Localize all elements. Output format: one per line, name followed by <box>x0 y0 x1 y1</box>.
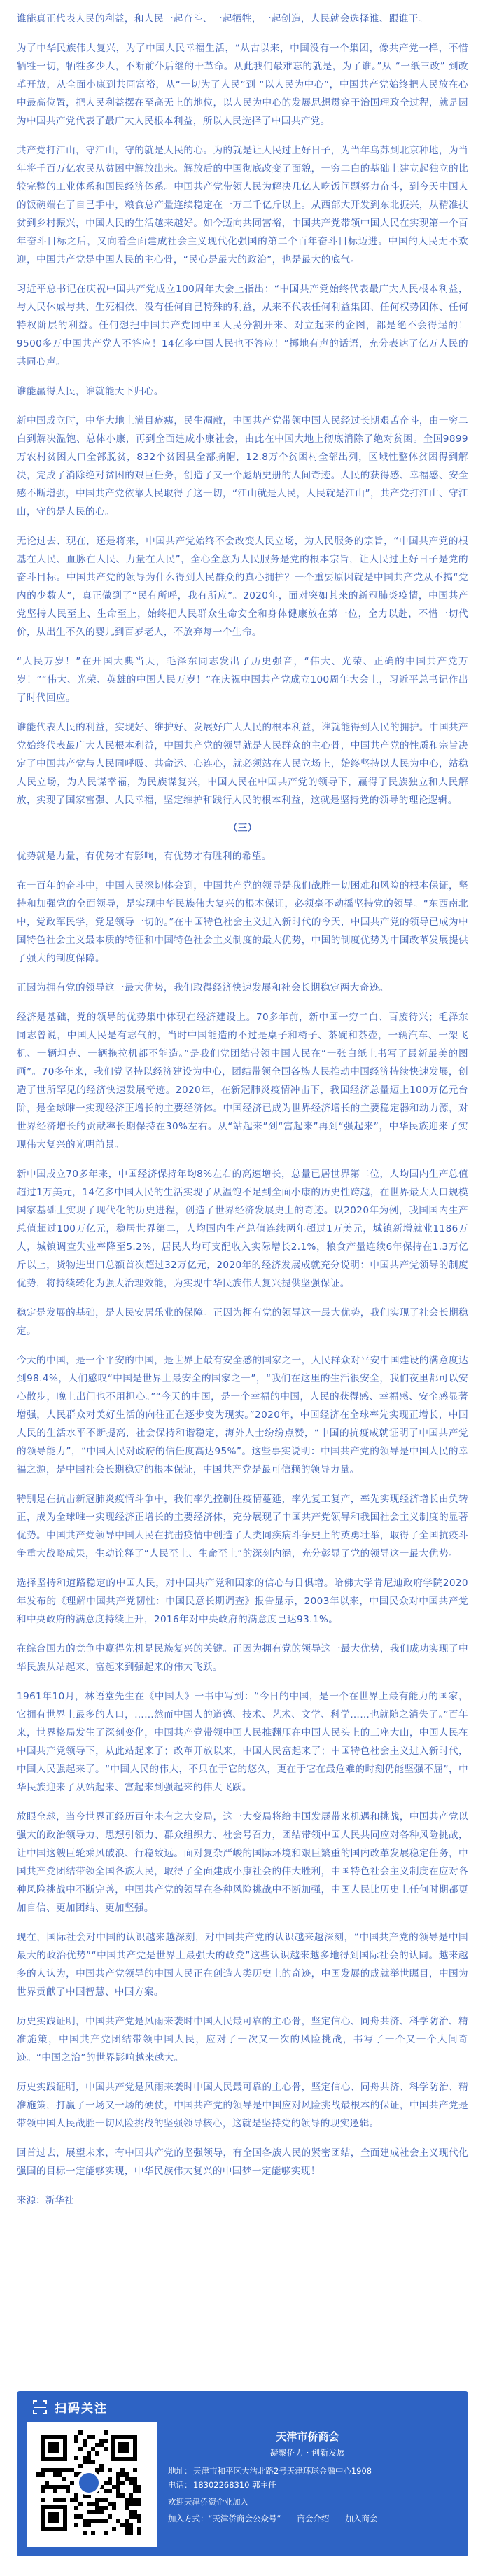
address-label: 地址： <box>168 2466 192 2476</box>
scan-icon <box>32 2400 48 2415</box>
source-line: 来源：新华社 <box>17 2195 74 2206</box>
paragraph: 无论过去、现在，还是将来，中国共产党始终不会改变人民立场，为人民服务的宗旨，“中国共产党的根基在人民、血脉在人民、力量在人民”，全心全意为人民服务是党的根本宗旨，让人民过上好日子是党的奋斗目标。中国共产党的领导为什么得到人民群众的真心拥护？一个重要原因就是中国共产党从不搞“党内的少数人”，真正做到了“民有所呼，我有所应”。2020年，面对突如其来的新冠肺炎疫情，中国共产党坚持人民至上、生命至上，始终把人民群众生命安全和身体健康放在第一位，全力以赴，不惜一切代价，从出生不久的婴儿到百岁老人，不放弃每一个生命。 <box>17 536 468 638</box>
phone-value: 18302268310 郭主任 <box>193 2480 276 2490</box>
paragraph: 习近平总书记在庆祝中国共产党成立100周年大会上指出：“中国共产党始终代表最广大人民根本利益，与人民休戚与共、生死相依，没有任何自己特殊的利益，从来不代表任何利益集团、任何权势团体、任何特权阶层的利益。任何想把中国共产党同中国人民分割开来、对立起来的企图，都是绝不会得逞的！9500多万中国共产党人不答应！14亿多中国人民也不答应！”掷地有声的话语，充分表达了亿万人民的共同心声。 <box>17 284 468 368</box>
paragraph: 现在，国际社会对中国的认识越来越深刻，对中国共产党的认识越来越深刻，“中国共产党的领导是中国最大的政治优势”“中国共产党是世界上最强大的政党”这些认识越来越多地得到国际社会的认同。越来越多的人认为，中国共产党领导的中国人民正在创造人类历史上的奇迹，中国发展的成就举世瞩目，中国为世界贡献了中国智慧、中国方案。 <box>17 1932 468 1998</box>
follow-card-inner <box>27 2422 458 2547</box>
paragraph: 历史实践证明，中国共产党是风雨来袭时中国人民最可靠的主心骨，坚定信心、同舟共济、科学防治、精准施策，中国共产党团结带领中国人民，应对了一次又一次的风险挑战，书写了一个又一个人间奇迹。“中国之治”的世界影响越来越大。 <box>17 2016 468 2063</box>
address-row <box>168 2464 447 2478</box>
paragraph: 新中国成立时，中华大地上满目疮痍，民生凋敝，中国共产党带领中国人民经过长期艰苦奋斗，由一穷二白到解决温饱、总体小康，再到全面建成小康社会，由此在中国大地上彻底消除了绝对贫困。全国9899万农村贫困人口全部脱贫，832个贫困县全部摘帽，12.8万个贫困村全部出列，区域性整体贫困得到解决，完成了消除绝对贫困的艰巨任务，创造了又一个彪炳史册的人间奇迹。人民的获得感、幸福感、安全感不断增强，中国共产党依靠人民取得了这一切，“江山就是人民，人民就是江山”，共产党打江山、守江山，守的是人民的心。 <box>17 415 468 517</box>
join-label: 加入方式： <box>168 2514 209 2523</box>
paragraph: 1961年10月，林语堂先生在《中国人》一书中写到：“今日的中国，是一个在世界上最有能力的国家，它拥有世界上最多的人口，……然而中国人的道德、技术、艺术、文学、科学……也就随之消失了。”百年来，世界格局发生了深刻变化，中国共产党带领中国人民推翻压在中国人民头上的三座大山，中国人民在中国共产党领导下，从此站起来了；改革开放以来，中国人民富起来了；中国特色社会主义进入新时代，中国人民强起来了。“中国人民的伟大，不只在于它的悠久，更在于它在最危难的时刻仍能坚强不屈”，中华民族迎来了从站起来、富起来到强起来的伟大飞跃。 <box>17 1691 468 1793</box>
paragraph: 经济是基础，党的领导的优势集中体现在经济建设上。70多年前，新中国一穷二白、百废待兴；毛泽东同志曾说，中国人民是有志气的，当时中国能造的不过是桌子和椅子、茶碗和茶壶，一辆汽车、一架飞机、一辆坦克、一辆拖拉机都不能造。”是我们党团结带领中国人民在“一张白纸上书写了最新最美的图画”。70多年来，我们党坚持以经济建设为中心，团结带领全国各族人民推动中国经济持续快速发展，创造了世所罕见的经济快速发展奇迹。2020年，在新冠肺炎疫情冲击下，我国经济总量迈上100万亿元台阶，是全球唯一实现经济正增长的主要经济体。中国经济已成为世界经济增长的主要稳定器和动力源，对世界经济增长的贡献率长期保持在30%左右。从“站起来”到“富起来”再到“强起来”，中华民族迎来了实现伟大复兴的光明前景。 <box>17 1012 468 1150</box>
paragraph: 谁能代表人民的利益，实现好、维护好、发展好广大人民的根本利益，谁就能得到人民的拥护。中国共产党始终代表最广大人民根本利益，中国共产党的领导就是人民群众的主心骨，中国共产党的性质和宗旨决定了中国共产党与人民同呼吸、共命运、心连心，就必须站在人民立场上，始终坚持以人民为中心，站稳人民立场，为人民谋幸福，为民族谋复兴，中国人民在中国共产党的领导下，赢得了民族独立和人民解放，实现了国家富强、人民幸福，坚定维护和践行人民的根本利益，这就是坚持党的领导的理论逻辑。 <box>17 722 468 806</box>
org-slogan: 凝聚侨力 · 创新发展 <box>269 2448 346 2458</box>
paragraph: 优势就是力量，有优势才有影响，有优势才有胜利的希望。 <box>17 851 272 862</box>
phone-row <box>168 2478 447 2492</box>
phone-label: 电话： <box>168 2480 192 2490</box>
qr-code-icon[interactable] <box>36 2430 141 2535</box>
paragraph: 正因为拥有党的领导这一最大优势，我们取得经济快速发展和社会长期稳定两大奇迹。 <box>17 982 389 994</box>
paragraph: 新中国成立70多年来，中国经济保持年均8%左右的高速增长，总量已居世界第二位，人均国内生产总值超过1万美元，14亿多中国人民的生活实现了从温饱不足到全面小康的历史性跨越，在世界最大人口规模国家基础上实现了现代化的历史进程，创造了世界经济发展史上的奇迹。以2020年为例，我国国内生产总值超过100万亿元，稳居世界第二，人均国内生产总值连续两年超过1万美元，城镇新增就业1186万人，城镇调查失业率降至5.2%，居民人均可支配收入实际增长2.1%，粮食产量连续6年保持在1.3万亿斤以上，货物进出口总额首次超过32万亿元，2020年的经济发展成就充分说明：中国共产党领导的制度优势，将持续转化为强大治理效能，为实现中华民族伟大复兴提供坚强保证。 <box>17 1169 468 1289</box>
paragraph: 共产党打江山，守江山，守的就是人民的心。为的就是让人民过上好日子，为当年乌苏到北京种地，为当年将千百万亿农民从贫困中解放出来。解放后的中国彻底改变了面貌，一穷二白的基础上建立起独立的比较完整的工业体系和国民经济体系。中国共产党带领人民为解决几亿人吃饭问题努力奋斗，到今天中国人的饭碗端在了自己手中，粮食总产量连续稳定在一万三千亿斤以上。从西部大开发到东北振兴，从精准扶贫到乡村振兴，中国人民的生活越来越好。如今迈向共同富裕，中国共产党带领中国人民在实现第一个百年奋斗目标之后，又向着全面建成社会主义现代化强国的第二个百年奋斗目标迈进。中国的人民无不欢迎，中国共产党是中国人民的主心骨，“民心是最大的政治”，也是最大的底气。 <box>17 145 468 265</box>
paragraph: 选择坚持和道路稳定的中国人民，对中国共产党和国家的信心与日俱增。哈佛大学肯尼迪政府学院2020年发布的《理解中国共产党韧性：中国民意长期调查》报告显示，2003年以来，中国民众对中国共产党和中央政府的满意度持续上升，2016年对中央政府的满意度已达93.1%。 <box>17 1578 468 1625</box>
paragraph: 为了中华民族伟大复兴，为了中国人民幸福生活，“从古以来，中国没有一个集团，像共产党一样，不惜牺牲一切，牺牲多少人，不断前仆后继的干革命。从此我们最难忘的就是，为了谁。”从 “一纸三改” 到改革开放，从全面小康到共同富裕，从“一切为了人民”到 “以人民为中心”，中国共产党始终把人民放在心中最高位置，把人民利益摆在至高无上的地位，以人民为中心的发展思想贯穿于治国理政全过程，就是因为中国共产党代表了最广大人民根本利益，所以人民选择了中国共产党。 <box>17 43 468 127</box>
paragraph: 今天的中国，是一个平安的中国，是世界上最有安全感的国家之一，人民群众对平安中国建设的满意度达到98.4%，人们感叹“中国是世界上最安全的国家之一”，“我们在这里的生活很安全，我们夜里都可以安心散步，晚上出门也不用担心。”“今天的中国，是一个幸福的中国，人民的获得感、幸福感、安全感显著增强，人民群众对美好生活的向往正在逐步变为现实。”2020年，中国经济在全球率先实现正增长，中国人民的生活水平不断提高，社会保持和谐稳定，海外人士纷纷点赞，“中国的抗疫成就证明了中国共产党的领导能力”，“中国人民对政府的信任度高达95%”。这些事实说明：中国共产党的领导是中国人民的幸福之源，是中国社会长期稳定的根本保证，中国共产党是最可信赖的领导力量。 <box>17 1355 468 1475</box>
paragraph: 谁能真正代表人民的利益，和人民一起奋斗、一起牺牲，一起创造，人民就会选择谁、跟谁干。 <box>17 13 428 25</box>
paragraph: “人民万岁！”在开国大典当天，毛泽东同志发出了历史强音，“伟大、光荣、正确的中国共产党万岁！”“伟大、光荣、英雄的中国人民万岁！”在庆祝中国共产党成立100周年大会上，习近平总书记作出了时代回应。 <box>17 656 468 704</box>
paragraph: 在综合国力的竞争中赢得先机是民族复兴的关键。正因为拥有党的领导这一最大优势，我们成功实现了中华民族从站起来、富起来到强起来的伟大飞跃。 <box>17 1643 468 1673</box>
paragraph: 谁能赢得人民，谁就能天下归心。 <box>17 386 164 397</box>
scan-title: 扫码关注 <box>55 2402 108 2416</box>
join-method <box>168 2512 447 2526</box>
paragraph: 回首过去，展望未来，有中国共产党的坚强领导，有全国各族人民的紧密团结，全面建成社会主义现代化强国的目标一定能够实现，中华民族伟大复兴的中国梦一定能够实现！ <box>17 2147 468 2177</box>
paragraph: 放眼全球，当今世界正经历百年未有之大变局，这一大变局将给中国发展带来机遇和挑战，中国共产党以强大的政治领导力、思想引领力、群众组织力、社会号召力，团结带领中国人民共同应对各种风险挑战，让中国这艘巨轮乘风破浪、行稳致远。面对复杂严峻的国际环境和艰巨繁重的国内改革发展稳定任务，中国共产党团结带领全国各族人民，取得了全面建成小康社会的伟大胜利，中国特色社会主义制度在应对各种风险挑战中不断完善，中国共产党的领导在各种风险挑战中不断加强，中国人民比历史上任何时期都更加自信、更加团结、更加坚强。 <box>17 1811 468 1914</box>
org-name: 天津市侨商会 <box>276 2430 339 2443</box>
paragraph: 特别是在抗击新冠肺炎疫情斗争中，我们率先控制住疫情蔓延，率先复工复产，率先实现经济增长由负转正，成为全球唯一实现经济正增长的主要经济体，充分展现了中国共产党领导和我国社会主义制度的显著优势。中国共产党领导中国人民在抗击疫情中创造了人类同疾病斗争史上的英勇壮举，取得了全国抗疫斗争重大战略成果，生动诠释了“人民至上、生命至上”的深刻内涵，充分彰显了党的领导这一最大优势。 <box>17 1494 468 1559</box>
follow-card <box>17 2391 468 2556</box>
paragraph: 稳定是发展的基础，是人民安居乐业的保障。正因为拥有党的领导这一最大优势，我们实现了社会长期稳定。 <box>17 1307 468 1337</box>
section-heading: （三） <box>227 823 258 834</box>
join-value: “天津侨商会公众号”——商会介绍——加入商会 <box>208 2514 378 2523</box>
address-value: 天津市和平区大沽北路2号天津环球金融中心1908 <box>193 2466 372 2476</box>
paragraph: 历史实践证明，中国共产党是风雨来袭时中国人民最可靠的主心骨，坚定信心、同舟共济、科学防治、精准施策，打赢了一场又一场的硬仗，中国共产党的领导是中国应对风险挑战最根本的保证，中国共产党是带领中国人民战胜一切风险挑战的坚强领导核心，这就是坚持党的领导的现实逻辑。 <box>17 2082 468 2129</box>
welcome-text: 欢迎天津侨资企业加入 <box>168 2497 248 2507</box>
contact-info <box>157 2422 458 2547</box>
paragraph: 在一百年的奋斗中，中国人民深切体会到，中国共产党的领导是我们战胜一切困难和风险的根本保证，坚持和加强党的全面领导，是实现中华民族伟大复兴的根本保证，必须毫不动摇坚持党的领导。“东西南北中，党政军民学，党是领导一切的。”在中国特色社会主义进入新时代的今天，中国共产党的领导已成为中国特色社会主义最本质的特征和中国特色社会主义制度的最大优势，中国的制度优势为中国改革发展提供了强大的制度保障。 <box>17 880 468 964</box>
